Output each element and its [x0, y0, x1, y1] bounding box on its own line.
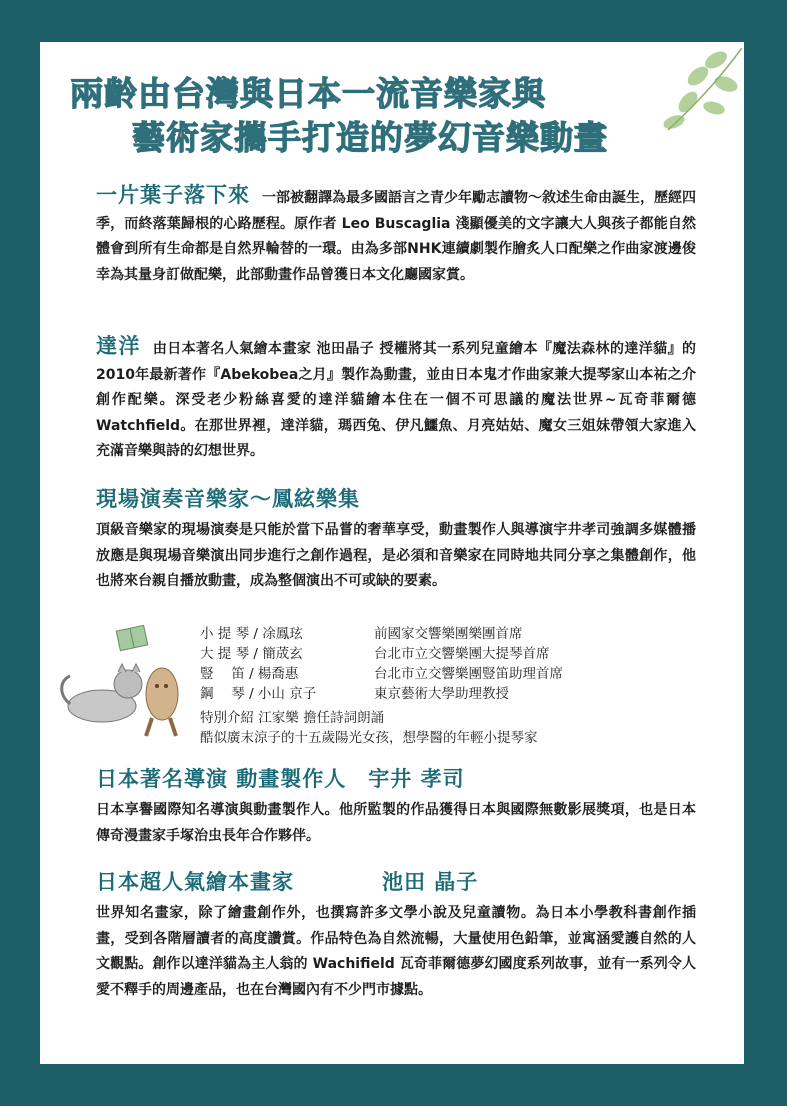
- special-guest: [200, 708, 563, 748]
- section-title: 達洋: [96, 334, 141, 358]
- section-body: 日本享譽國際知名導演與動畫製作人。他所監製的作品獲得日本與國際無數影展獎項，也是日本傳奇漫畫家手塚治虫長年合作夥伴。: [96, 802, 696, 844]
- musician-role: 前國家交響樂團樂團首席: [374, 626, 523, 642]
- section-director: [96, 762, 696, 849]
- musician-name: 豎 笛 / 楊喬惠: [200, 666, 299, 682]
- headline-line-1: 兩齡由台灣與日本一流音樂家與: [70, 74, 546, 113]
- section-illustrator: [96, 865, 696, 1003]
- section-body: 由日本著名人氣繪本畫家 池田晶子 授權將其一系列兒童繪本『魔法森林的達洋貓』的2010年最新著作『Abekobea之月』製作為動畫，並由日本鬼才作曲家兼大提琴家山本祐之介創作配樂。深受老少粉絲喜愛的達洋貓繪本住在一個不可思議的魔法世界~瓦奇菲爾德 Watchfield。在那世界裡，達洋貓，瑪西兔、伊凡鱷魚、月亮姑姑、魔女三姐妹帶領大家進入充滿音樂與詩的幻想世界。: [96, 341, 696, 459]
- section-body: 頂級音樂家的現場演奏是只能於當下品嘗的奢華享受，動畫製作人與導演宇井孝司強調多媒體播放應是與現場音樂演出同步進行之創作過程，是必須和音樂家在同時地共同分享之集體創作，他也將來台親自播放動畫，成為整個演出不可或缺的要素。: [96, 522, 696, 589]
- musician-list: [200, 624, 563, 748]
- special-guest-line: 特別介紹 江家樂 擔任詩詞朗誦: [200, 710, 385, 726]
- musician-role: 台北市立交響樂團豎笛助理首席: [374, 666, 563, 682]
- musician-role: 台北市立交響樂團大提琴首席: [374, 646, 550, 662]
- section-musicians: [96, 482, 696, 595]
- cat-illustration-icon: [52, 614, 192, 744]
- musician-row: [200, 664, 563, 684]
- section-dayan: [96, 334, 696, 465]
- section-title: 日本超人氣繪本畫家 池田 晶子: [96, 870, 479, 894]
- musician-row: [200, 644, 563, 664]
- musician-row: [200, 684, 563, 704]
- section-body: 一部被翻譯為最多國語言之青少年勵志讀物～敘述生命由誕生，歷經四季，而終落葉歸根的心路歷程。原作者 Leo Buscaglia 淺顯優美的文字讓大人與孩子都能自然體會到所有生命都是自然界輪替的一環。由為多部NHK連續劇製作膾炙人口配樂之作曲家渡邊俊幸為其量身訂做配樂，此部動畫作品曾獲日本文化廳國家賞。: [96, 190, 696, 283]
- section-title: 日本著名導演 動畫製作人 宇井 孝司: [96, 767, 465, 791]
- section-leaf: [96, 183, 696, 288]
- musician-role: 東京藝術大學助理教授: [374, 686, 509, 702]
- musician-name: 鋼 琴 / 小山 京子: [200, 686, 317, 702]
- special-guest-desc: 酷似廣末涼子的十五歲陽光女孩，想學醫的年輕小提琴家: [200, 730, 538, 746]
- section-title: 一片葉子落下來: [96, 183, 250, 207]
- poster-page: [40, 42, 744, 1064]
- section-body: 世界知名畫家，除了繪畫創作外，也撰寫許多文學小說及兒童讀物。為日本小學教科書創作插畫，受到各階層讀者的高度讚賞。作品特色為自然流暢，大量使用色鉛筆，並寓涵愛護自然的人文觀點。創作以達洋貓為主人翁的 Wachifield 瓦奇菲爾德夢幻國度系列故事，並有一系列令人愛不釋手的周邊產品，也在台灣國內有不少門市據點。: [96, 905, 696, 998]
- headline-line-2: 藝術家攜手打造的夢幻音樂動畫: [132, 118, 608, 157]
- musician-name: 小 提 琴 / 凃鳳玹: [200, 626, 303, 642]
- musician-row: [200, 624, 563, 644]
- leaf-cluster-icon: [654, 42, 744, 132]
- section-title: 現場演奏音樂家～鳳絃樂集: [96, 487, 360, 511]
- musician-name: 大 提 琴 / 簡荿玄: [200, 646, 303, 662]
